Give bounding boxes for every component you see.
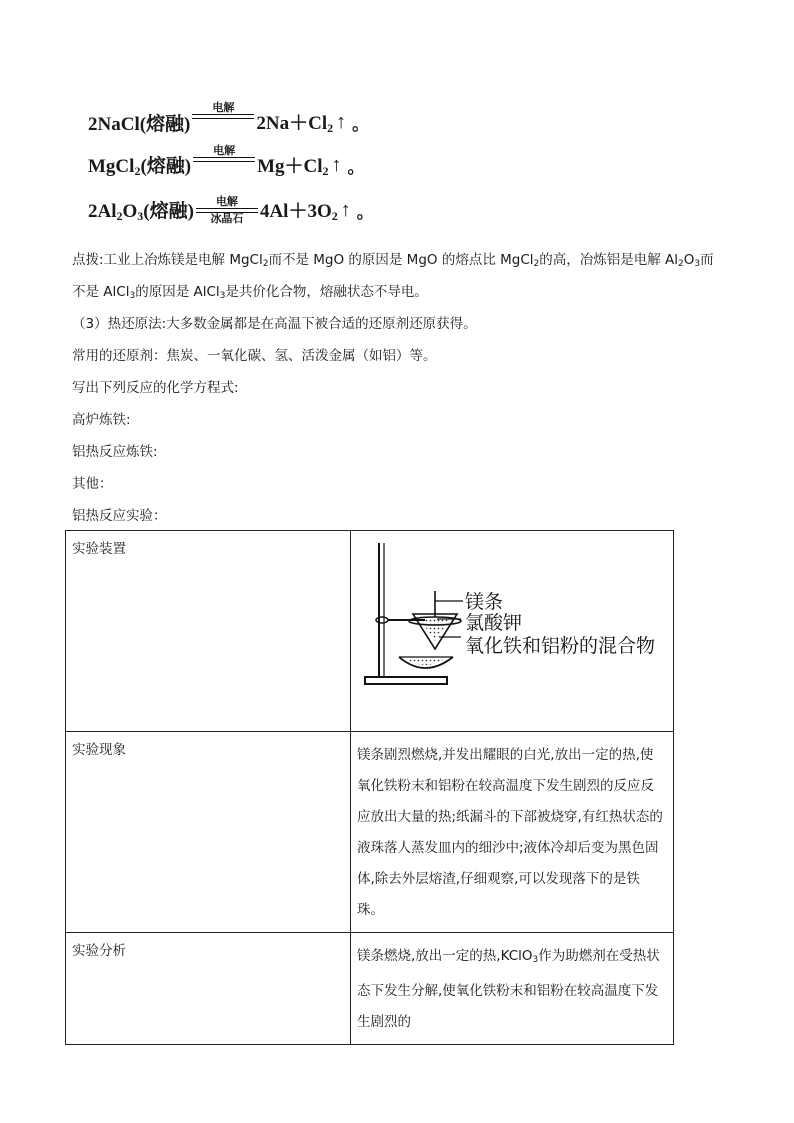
experiment-table xyxy=(65,530,674,1045)
analysis-text: 镁条燃烧,放出一定的热,KClO$_3$作为助燃剂在受热状态下发生分解,使氧化铁粉末和铝粉在较高温度下发生剧烈的 xyxy=(351,933,674,1045)
phenomenon-text: 镁条剧烈燃烧,并发出耀眼的白光,放出一定的热,使氧化铁粉末和铝粉在较高温度下发生剧烈的反应反应放出大量的热;纸漏斗的下部被烧穿,有红热状态的液珠落人蒸发皿内的细沙中;液体冷却后变为黑色固体,除去外层熔渣,仔细观察,可以发现落下的是铁珠。 xyxy=(351,732,674,933)
eq-lhs: MgCl$_2$(熔融) xyxy=(88,156,192,178)
label-potassium-chlorate: 氯酸钾 xyxy=(465,612,523,634)
equation-al2o3 xyxy=(88,192,374,228)
clamp xyxy=(376,617,388,623)
equals-sign xyxy=(193,157,255,162)
label-mixture: 氧化铁和铝粉的混合物 xyxy=(465,635,656,657)
eq-rhs: $Mg+Cl_2$ xyxy=(257,156,329,178)
thermite-experiment-line: 铝热反应实验： xyxy=(72,508,167,524)
table-row xyxy=(66,933,674,1045)
eq-end: 。 xyxy=(352,114,370,134)
apparatus-label: 实验装置 xyxy=(66,531,351,732)
blast-furnace-line: 高炉炼铁: xyxy=(72,412,131,428)
gas-arrow-icon: ↑ xyxy=(331,153,342,176)
equals-sign xyxy=(192,114,254,119)
label-magnesium: 镁条 xyxy=(465,591,504,613)
tip-line-2: 不是 AlCl$_3$的原因是 AlCl$_3$是共价化合物，熔融状态不导电。 xyxy=(72,284,428,301)
eq-end: 。 xyxy=(347,157,365,177)
stand-base xyxy=(365,677,447,684)
phenomenon-label: 实验现象 xyxy=(66,732,351,933)
electrolysis-condition xyxy=(192,102,254,131)
equation-mgcl2 xyxy=(88,143,365,183)
eq-rhs: $2Na+Cl_2$ xyxy=(256,113,334,135)
eq-rhs: $4Al+3O_2$ xyxy=(259,201,338,223)
condition-above: 电解 xyxy=(213,143,236,157)
other-line: 其他： xyxy=(72,476,113,492)
equation-nacl xyxy=(88,100,370,140)
condition-below: 冰晶石 xyxy=(210,211,244,225)
eq-end: 。 xyxy=(356,202,374,222)
condition-above: 电解 xyxy=(215,194,238,208)
write-equations-line: 写出下列反应的化学方程式: xyxy=(72,380,239,396)
condition-above: 电解 xyxy=(212,100,235,114)
electrolysis-condition xyxy=(193,145,255,174)
thermite-iron-line: 铝热反应炼铁: xyxy=(72,444,158,460)
thermite-apparatus-diagram xyxy=(357,539,675,689)
eq-lhs: 2NaCl(熔融) xyxy=(88,113,191,135)
table-row xyxy=(66,531,674,732)
reducers-line: 常用的还原剂：焦炭、一氧化碳、氢、活泼金属（如铝）等。 xyxy=(72,348,437,364)
table-row xyxy=(66,732,674,933)
electrolysis-condition xyxy=(196,196,258,225)
gas-arrow-icon: ↑ xyxy=(336,110,347,133)
thermal-reduction-line: （3）热还原法:大多数金属都是在高温下被合适的还原剂还原获得。 xyxy=(72,316,477,332)
gas-arrow-icon: ↑ xyxy=(340,198,351,221)
analysis-label: 实验分析 xyxy=(66,933,351,1045)
apparatus-cell xyxy=(351,531,674,732)
eq-lhs: $2Al_2O_3$(熔融) xyxy=(88,201,194,223)
tip-line-1: 点拨:工业上冶炼镁是电解 MgCl$_2$而不是 MgO 的原因是 MgO 的熔点比 MgCl$_2$的高，冶炼铝是电解 $Al_2O_3$而 xyxy=(72,252,714,269)
